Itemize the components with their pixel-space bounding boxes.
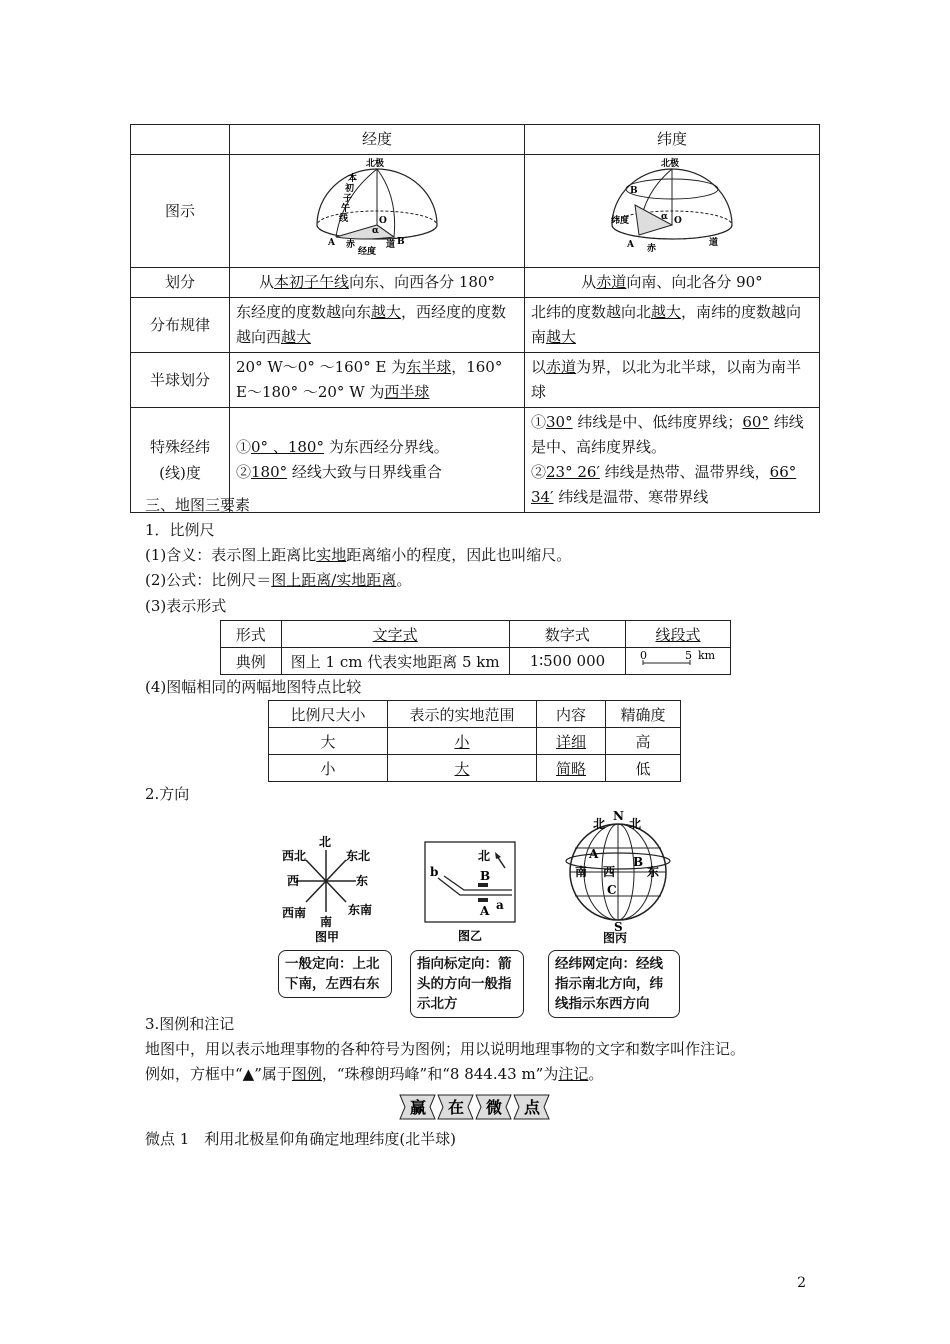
forms-example-bar xyxy=(626,648,731,675)
svg-text:0: 0 xyxy=(640,649,647,662)
svg-text:本: 本 xyxy=(348,174,358,184)
svg-text:α: α xyxy=(372,226,379,236)
svg-text:A: A xyxy=(328,238,335,248)
row-label-rule: 分布规律 xyxy=(131,298,230,353)
row-label-hemisphere: 半球划分 xyxy=(131,353,230,408)
svg-text:午: 午 xyxy=(341,204,351,214)
svg-text:北: 北 xyxy=(593,817,606,831)
svg-text:B: B xyxy=(480,869,491,883)
svg-text:图甲: 图甲 xyxy=(315,930,340,944)
svg-text:纬度: 纬度 xyxy=(611,216,630,226)
svg-text:b: b xyxy=(430,865,439,879)
svg-text:东南: 东南 xyxy=(348,903,373,917)
svg-text:5: 5 xyxy=(685,649,692,662)
forms-header-text: 文字式 xyxy=(281,621,509,648)
svg-text:B: B xyxy=(633,855,644,869)
forms-header-number: 数字式 xyxy=(509,621,625,648)
micro-point-heading: 微点 1 利用北极星仰角确定地理纬度(北半球) xyxy=(145,1130,457,1148)
svg-text:西: 西 xyxy=(287,874,300,888)
svg-text:A: A xyxy=(480,904,490,918)
header-empty xyxy=(131,125,230,155)
forms-header-form: 形式 xyxy=(221,621,282,648)
forms-example-label: 典例 xyxy=(221,648,282,675)
svg-text:B: B xyxy=(397,237,405,247)
svg-text:北: 北 xyxy=(478,849,491,863)
svg-text:初: 初 xyxy=(345,184,355,194)
svg-text:西南: 西南 xyxy=(282,906,307,920)
svg-text:东北: 东北 xyxy=(346,849,371,863)
svg-text:N: N xyxy=(613,809,624,823)
svg-text:在: 在 xyxy=(448,1098,465,1117)
scale-formula: (2)公式：比例尺＝图上距离/实地距离。 xyxy=(145,571,412,589)
svg-text:南: 南 xyxy=(320,915,333,929)
section-banner xyxy=(398,1093,554,1121)
lon-rule: 东经度的度数越向东越大，西经度的度数越向西越大 xyxy=(230,298,525,353)
scale-compare-table xyxy=(268,700,681,782)
svg-text:点: 点 xyxy=(524,1098,541,1117)
compare-cell: 高 xyxy=(606,728,681,755)
section-heading: 三、地图三要素 xyxy=(145,496,251,514)
scale-title: 1．比例尺 xyxy=(145,521,215,539)
svg-text:西北: 西北 xyxy=(282,849,307,863)
scale-forms-title: (3)表示形式 xyxy=(145,597,227,615)
svg-text:经度: 经度 xyxy=(358,247,377,257)
scale-definition: (1)含义：表示图上距离比实地距离缩小的程度，因此也叫缩尺。 xyxy=(145,546,572,564)
svg-text:线: 线 xyxy=(339,214,349,224)
compare-cell: 低 xyxy=(606,755,681,782)
legend-paragraph-2: 例如，方框中“▲”属于图例，“珠穆朗玛峰”和“8 844.43 m”为注记。 xyxy=(145,1065,604,1083)
direction-title: 2.方向 xyxy=(145,785,190,803)
svg-text:O: O xyxy=(379,216,387,226)
svg-text:S: S xyxy=(614,920,623,934)
lat-rule: 北纬的度数越向北越大，南纬的度数越向南越大 xyxy=(525,298,820,353)
compare-cell: 大 xyxy=(388,755,537,782)
latitude-figure-cell xyxy=(525,155,820,268)
svg-text:子: 子 xyxy=(343,194,353,204)
svg-text:赢: 赢 xyxy=(410,1098,427,1117)
svg-text:东: 东 xyxy=(356,874,369,888)
header-latitude: 纬度 xyxy=(525,125,820,155)
compare-title: (4)图幅相同的两幅地图特点比较 xyxy=(145,678,362,696)
forms-example-number: 1∶500 000 xyxy=(509,648,625,675)
compare-cell: 大 xyxy=(269,728,388,755)
latitude-hemisphere-diagram xyxy=(597,157,747,257)
svg-text:北极: 北极 xyxy=(366,159,385,169)
svg-text:O: O xyxy=(674,216,682,226)
compare-cell: 简略 xyxy=(537,755,606,782)
row-label-special: 特殊经纬(线)度 xyxy=(131,408,230,513)
svg-text:图丙: 图丙 xyxy=(603,931,628,944)
svg-text:北: 北 xyxy=(319,835,332,849)
row-label-figure: 图示 xyxy=(131,155,230,268)
svg-text:西: 西 xyxy=(603,865,616,879)
lon-divide: 从本初子午线向东、向西各分 180° xyxy=(230,268,525,298)
compare-header-range: 表示的实地范围 xyxy=(388,701,537,728)
svg-text:A: A xyxy=(627,240,634,250)
svg-text:东: 东 xyxy=(647,865,660,879)
header-longitude: 经度 xyxy=(230,125,525,155)
svg-text:km: km xyxy=(698,649,716,662)
svg-text:南: 南 xyxy=(575,865,588,879)
svg-text:道: 道 xyxy=(709,238,719,248)
compare-cell: 详细 xyxy=(537,728,606,755)
svg-text:C: C xyxy=(607,883,617,897)
forms-example-text: 图上 1 cm 代表实地距离 5 km xyxy=(281,648,509,675)
scale-bar-graphic xyxy=(630,649,726,669)
compare-header-accuracy: 精确度 xyxy=(606,701,681,728)
svg-text:微: 微 xyxy=(486,1098,503,1117)
longitude-figure-cell xyxy=(230,155,525,268)
compare-header-content: 内容 xyxy=(537,701,606,728)
compare-cell: 小 xyxy=(388,728,537,755)
svg-text:α: α xyxy=(661,212,668,222)
svg-text:赤: 赤 xyxy=(647,244,657,254)
svg-text:北: 北 xyxy=(629,817,642,831)
table-row xyxy=(269,755,681,782)
svg-text:B: B xyxy=(630,186,638,196)
svg-text:道: 道 xyxy=(386,240,396,250)
note-graticule-direction: 经纬网定向：经线指示南北方向，纬线指示东西方向 xyxy=(548,950,680,1018)
svg-text:赤: 赤 xyxy=(346,240,356,250)
longitude-hemisphere-diagram xyxy=(302,157,452,257)
svg-text:北极: 北极 xyxy=(661,159,680,169)
table-row xyxy=(269,728,681,755)
svg-text:图乙: 图乙 xyxy=(458,929,483,943)
north-arrow-figure xyxy=(420,840,520,944)
lon-special: ①0° 、180° 为东西经分界线。 ②180° 经线大致与日界线重合 xyxy=(230,408,525,513)
compare-cell: 小 xyxy=(269,755,388,782)
lat-hemisphere: 以赤道为界，以北为北半球，以南为南半球 xyxy=(525,353,820,408)
svg-text:a: a xyxy=(496,898,504,912)
forms-header-bar: 线段式 xyxy=(626,621,731,648)
lon-lat-table xyxy=(130,124,820,513)
row-label-divide: 划分 xyxy=(131,268,230,298)
compass-rose-figure xyxy=(270,832,382,944)
note-general-direction: 一般定向：上北下南，左西右东 xyxy=(278,950,392,998)
lat-special: ①30° 纬线是中、低纬度界线；60° 纬线是中、高纬度界线。 ②23° 26′ 纬线是热带、温带界线，66° 34′ 纬线是温带、寒带界线 xyxy=(525,408,820,513)
lat-divide: 从赤道向南、向北各分 90° xyxy=(525,268,820,298)
svg-text:A: A xyxy=(589,847,599,861)
legend-title: 3.图例和注记 xyxy=(145,1015,235,1033)
legend-paragraph-1: 地图中，用以表示地理事物的各种符号为图例；用以说明地理事物的文字和数字叫作注记。 xyxy=(145,1040,746,1058)
page-number: 2 xyxy=(797,1275,806,1291)
lon-hemisphere: 20° W～0° ～160° E 为东半球，160° E～180° ～20° W 为西半球 xyxy=(230,353,525,408)
scale-forms-table xyxy=(220,620,731,675)
compare-header-size: 比例尺大小 xyxy=(269,701,388,728)
note-arrow-direction: 指向标定向：箭头的方向一般指示北方 xyxy=(410,950,524,1018)
graticule-globe-figure xyxy=(563,806,673,944)
